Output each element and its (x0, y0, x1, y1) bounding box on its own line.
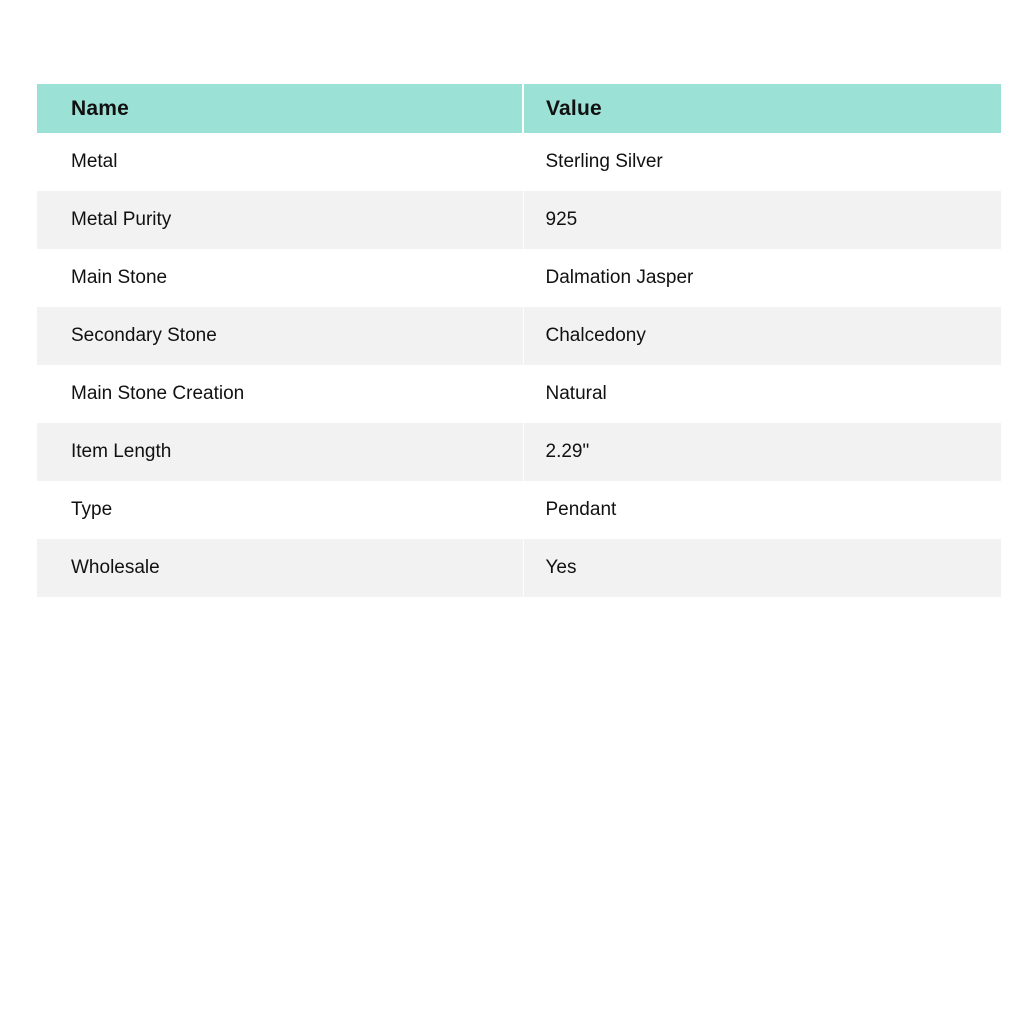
row-name-cell: Main Stone (37, 249, 523, 307)
table-row (37, 423, 1001, 481)
row-name-cell: Metal Purity (37, 191, 523, 249)
row-value-cell: Natural (523, 365, 1001, 423)
row-value-cell: 925 (523, 191, 1001, 249)
spec-table (37, 84, 1001, 597)
table-row (37, 307, 1001, 365)
row-value-cell: Sterling Silver (523, 133, 1001, 191)
row-name-cell: Main Stone Creation (37, 365, 523, 423)
table-row (37, 249, 1001, 307)
row-name-cell: Type (37, 481, 523, 539)
row-name-cell: Metal (37, 133, 523, 191)
row-value-cell: Chalcedony (523, 307, 1001, 365)
row-name-cell: Wholesale (37, 539, 523, 597)
table-row (37, 365, 1001, 423)
table-row (37, 191, 1001, 249)
row-value-cell: Dalmation Jasper (523, 249, 1001, 307)
header-cell-value: Value (523, 84, 1001, 133)
header-cell-name: Name (37, 84, 523, 133)
row-name-cell: Secondary Stone (37, 307, 523, 365)
table-row (37, 481, 1001, 539)
row-value-cell: 2.29" (523, 423, 1001, 481)
table-row (37, 133, 1001, 191)
row-value-cell: Yes (523, 539, 1001, 597)
row-name-cell: Item Length (37, 423, 523, 481)
table-row (37, 539, 1001, 597)
table-header-row (37, 84, 1001, 133)
row-value-cell: Pendant (523, 481, 1001, 539)
